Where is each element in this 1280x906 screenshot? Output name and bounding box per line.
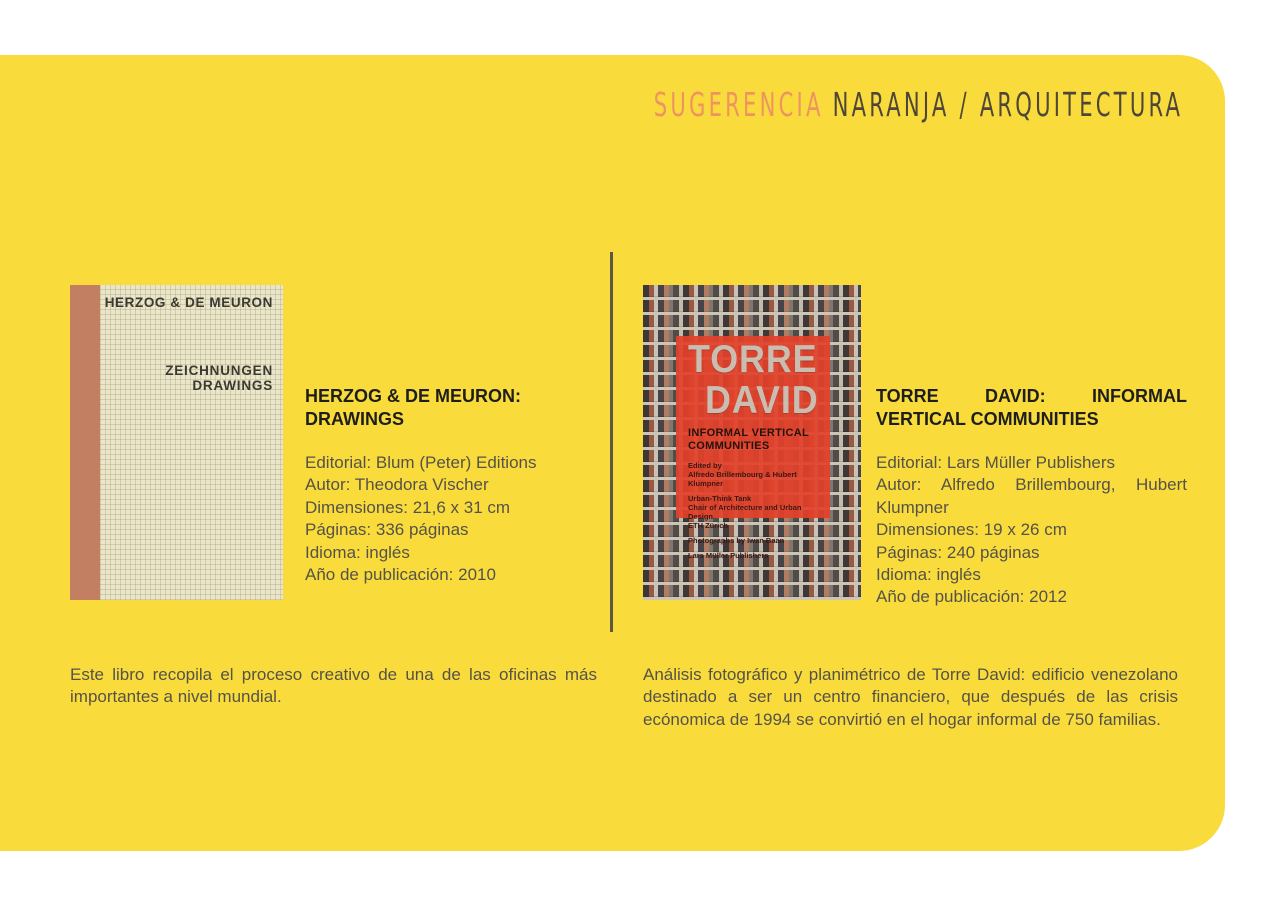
credit-photos: Photographs by Iwan Baan xyxy=(688,536,785,545)
credit-publisher: Lars Müller Publishers xyxy=(688,551,769,560)
detail-paginas: Páginas: 336 páginas xyxy=(305,520,469,540)
book-cover-torre-david xyxy=(643,285,861,600)
detail-editorial: Editorial: Blum (Peter) Editions xyxy=(305,453,537,472)
cover-author-line: HERZOG & DE MEURON xyxy=(104,295,273,310)
cover-title-line: ZEICHNUNGEN DRAWINGS xyxy=(165,363,273,393)
book-cover-paper xyxy=(100,285,283,600)
cover-title-david: DAVID xyxy=(705,379,819,422)
book-title xyxy=(305,385,597,431)
book-title-line1: TORRE DAVID: INFORMAL xyxy=(876,386,1187,406)
detail-paginas: Páginas: 240 páginas xyxy=(876,542,1040,562)
book-details xyxy=(305,452,597,586)
detail-autor: Autor: Theodora Vischer xyxy=(305,475,489,495)
detail-idioma: Idioma: inglés xyxy=(876,565,981,585)
detail-anio: Año de publicación: 2010 xyxy=(305,565,496,585)
cover-subtitle: INFORMAL VERTICAL COMMUNITIES xyxy=(688,427,809,452)
credit-utt: Urban-Think Tank xyxy=(688,494,752,503)
cover-credits xyxy=(688,461,820,560)
cover-red-panel xyxy=(676,336,830,560)
credit-editors: Alfredo Brillembourg & Hubert Klumpner xyxy=(688,470,797,488)
yellow-panel xyxy=(0,55,1225,851)
detail-editorial: Editorial: Lars Müller Publishers xyxy=(876,453,1116,472)
book-title-line2: VERTICAL COMMUNITIES xyxy=(876,409,1099,429)
detail-anio: Año de publicación: 2012 xyxy=(876,587,1067,607)
detail-autor: Autor: Alfredo Brillembourg, Hubert Klumpner xyxy=(876,475,1187,517)
book-cover-herzog xyxy=(70,285,283,600)
book-title xyxy=(876,385,1187,431)
page-header xyxy=(653,85,1183,124)
header-highlight-word: SUGERENCIA xyxy=(653,85,824,124)
book-cover-spine xyxy=(70,285,100,600)
book-title-line1: HERZOG & DE MEURON: xyxy=(305,386,521,406)
detail-dimensiones: Dimensiones: 19 x 26 cm xyxy=(876,520,1067,540)
book-details xyxy=(876,452,1187,609)
header-category-text: NARANJA / ARQUITECTURA xyxy=(832,85,1183,124)
book-description-herzog: Este libro recopila el proceso creativo de una de las oficinas más importantes a nivel mundial. xyxy=(70,665,597,707)
credit-chair: Chair of Architecture and Urban Design xyxy=(688,503,802,521)
column-divider xyxy=(610,252,613,632)
book-description-torre-david: Análisis fotográfico y planimétrico de Torre David: edificio venezolano destinado a ser un centro financiero, que después de las crisis ecónomica de 1994 se convirtió en el hogar informal de 750 familias. xyxy=(643,665,1178,729)
credit-eth: ETH Zürich xyxy=(688,521,729,530)
book-info-torre-david xyxy=(876,385,1187,609)
cover-title-torre: TORRE xyxy=(688,338,818,381)
book-info-herzog xyxy=(305,385,597,586)
credit-edited-by: Edited by xyxy=(688,461,722,470)
book-title-line2: DRAWINGS xyxy=(305,409,404,429)
detail-idioma: Idioma: inglés xyxy=(305,542,410,562)
detail-dimensiones: Dimensiones: 21,6 x 31 cm xyxy=(305,497,511,517)
